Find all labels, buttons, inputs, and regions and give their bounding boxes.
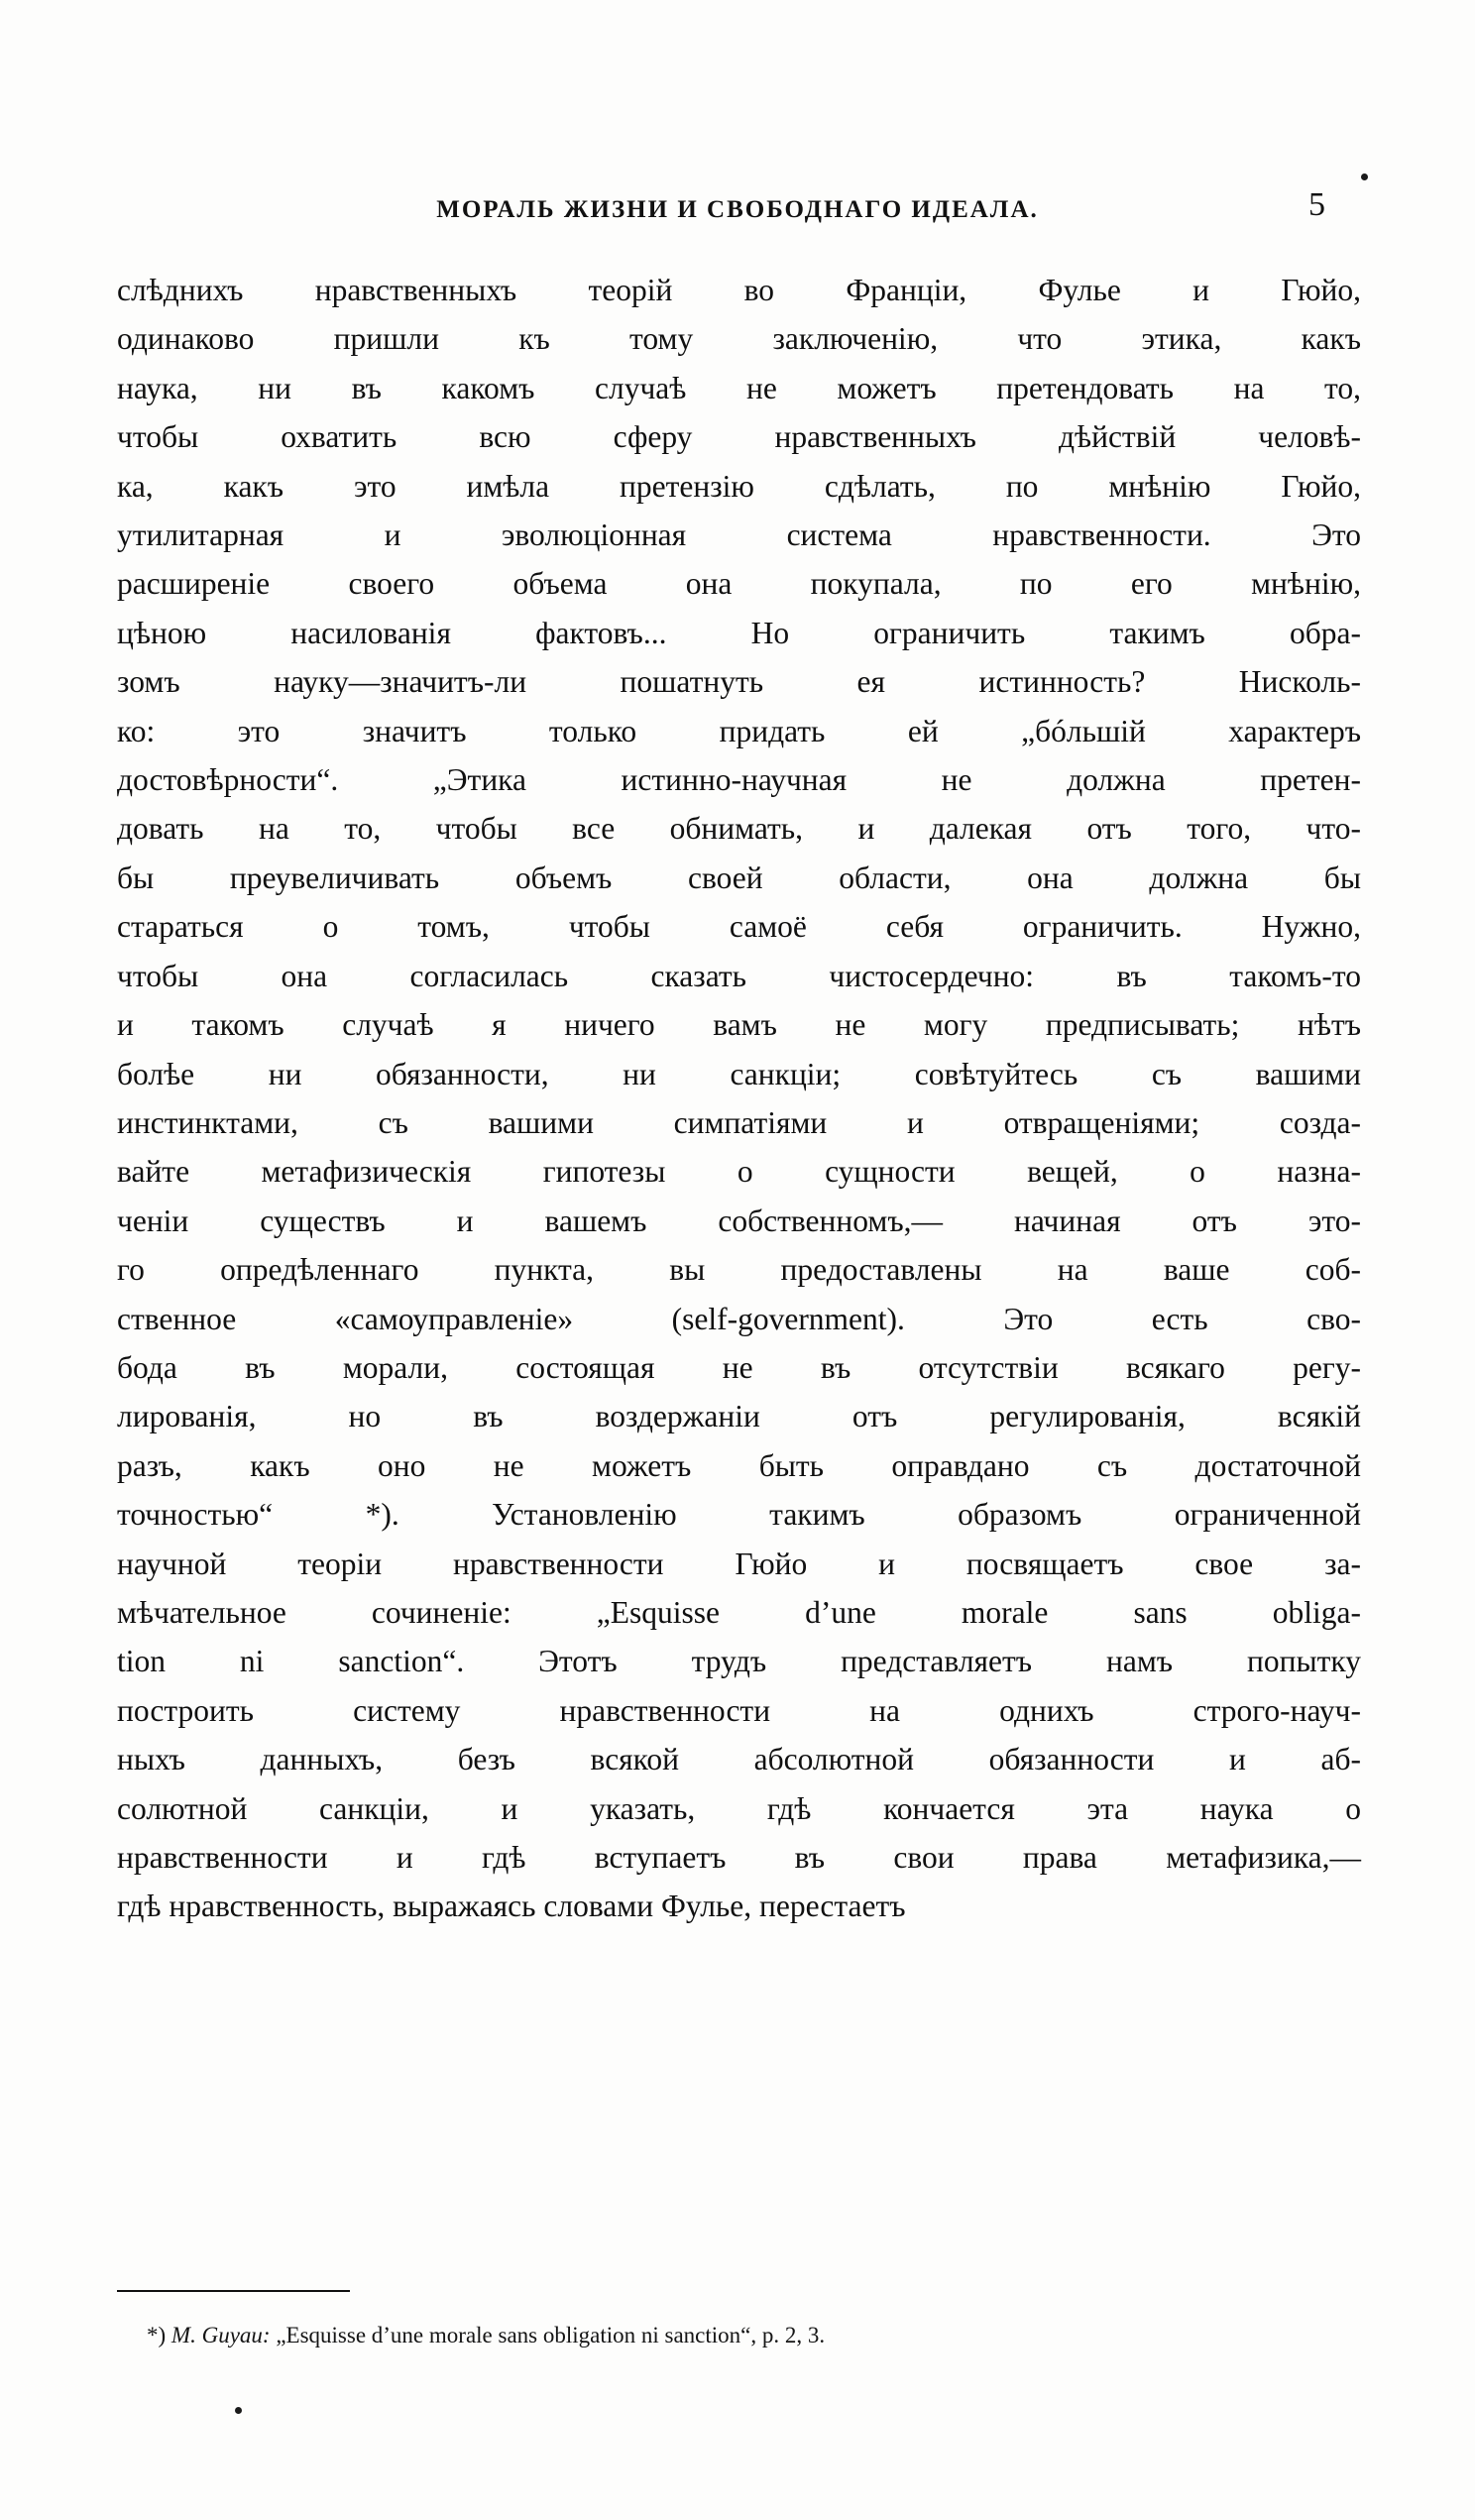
text-line: чтобы она согласилась сказать чистосердечно: въ такомъ-то xyxy=(117,958,1361,993)
text-line: ныхъ данныхъ, безъ всякой абсолютной обязанности и аб- xyxy=(117,1742,1361,1777)
text-line: бы преувеличивать объемъ своей области, она должна бы xyxy=(117,859,1361,895)
footnote-rule xyxy=(117,2290,350,2292)
text-line: вайте метафизическія гипотезы о сущности вещей, о назна- xyxy=(117,1154,1361,1190)
text-line: наука, ни въ какомъ случаѣ не можетъ претендовать на то, xyxy=(117,370,1361,405)
page-number: 5 xyxy=(1308,186,1325,223)
text-line: научной теоріи нравственности Гюйо и посвящаетъ свое за- xyxy=(117,1546,1361,1581)
text-line: солютной санкціи, и указать, гдѣ кончается эта наука о xyxy=(117,1790,1361,1826)
text-line: ченіи существъ и вашемъ собственномъ,— начиная отъ это- xyxy=(117,1203,1361,1238)
text-line: ственное «самоуправленіе» (self-government). Это есть сво- xyxy=(117,1301,1361,1336)
text-line: и такомъ случаѣ я ничего вамъ не могу предписывать; нѣтъ xyxy=(117,1007,1361,1043)
text-line: утилитарная и эволюціонная система нравственности. Это xyxy=(117,517,1361,553)
text-line: цѣною насилованія фактовъ... Но ограничить такимъ обра- xyxy=(117,615,1361,650)
text-line: достовѣрности“. „Этика истинно-научная не должна претен- xyxy=(117,762,1361,798)
text-line: ка, какъ это имѣла претензію сдѣлать, по мнѣнію Гюйо, xyxy=(117,468,1361,504)
text-line: построить систему нравственности на однихъ строго-науч- xyxy=(117,1692,1361,1728)
text-line: слѣднихъ нравственныхъ теорій во Франціи, Фулье и Гюйо, xyxy=(117,273,1361,307)
text-line: бода въ морали, состоящая не въ отсутствіи всякаго регу- xyxy=(117,1349,1361,1385)
text-line: гдѣ нравственность, выражаясь словами Фулье, перестаетъ xyxy=(117,1889,906,1924)
text-line: расширеніе своего объема она покупала, по его мнѣнію, xyxy=(117,566,1361,602)
text-line: tion ni sanction“. Этотъ трудъ представляетъ намъ попытку xyxy=(117,1644,1361,1679)
text-line: одинаково пришли къ тому заключенію, что этика, какъ xyxy=(117,321,1361,357)
body-text xyxy=(117,266,1361,1931)
text-line: зомъ науку—значитъ-ли пошатнуть ея истинность? Нисколь- xyxy=(117,664,1361,700)
footnote-author: M. Guyau: xyxy=(170,2323,271,2348)
text-line: мѣчательное сочиненіе: „Esquisse d’une morale sans obliga- xyxy=(117,1594,1361,1630)
footnote-marker: *) xyxy=(147,2323,167,2348)
text-line: довать на то, чтобы все обнимать, и далекая отъ того, что- xyxy=(117,811,1361,847)
text-line: нравственности и гдѣ вступаетъ въ свои права метафизика,— xyxy=(117,1840,1361,1875)
text-line: ко: это значитъ только придать ей „бóльшій характеръ xyxy=(117,713,1361,748)
bottom-ink-dot xyxy=(235,2407,242,2414)
top-ink-dot xyxy=(1361,173,1368,180)
text-line: болѣе ни обязанности, ни санкціи; совѣтуйтесь съ вашими xyxy=(117,1056,1361,1091)
text-line: чтобы охватить всю сферу нравственныхъ дѣйствій человѣ- xyxy=(117,419,1361,455)
text-line: стараться о томъ, чтобы самоё себя ограничить. Нужно, xyxy=(117,909,1361,945)
paragraph xyxy=(117,266,1361,1931)
text-line: го опредѣленнаго пункта, вы предоставлены на ваше соб- xyxy=(117,1252,1361,1288)
text-line: точностью“ *). Установленію такимъ образомъ ограниченной xyxy=(117,1497,1361,1533)
text-line: лированія, но въ воздержаніи отъ регулированія, всякій xyxy=(117,1399,1361,1434)
footnote-text: „Esquisse d’une morale sans obligation ni sanction“, p. 2, 3. xyxy=(276,2323,826,2348)
footnote xyxy=(117,2320,1361,2351)
text-line: инстинктами, съ вашими симпатіями и отвращеніями; созда- xyxy=(117,1104,1361,1140)
running-head: МОРАЛЬ ЖИЗНИ И СВОБОДНАГО ИДЕАЛА. xyxy=(436,196,1039,223)
text-line: разъ, какъ оно не можетъ быть оправдано съ достаточной xyxy=(117,1447,1361,1483)
